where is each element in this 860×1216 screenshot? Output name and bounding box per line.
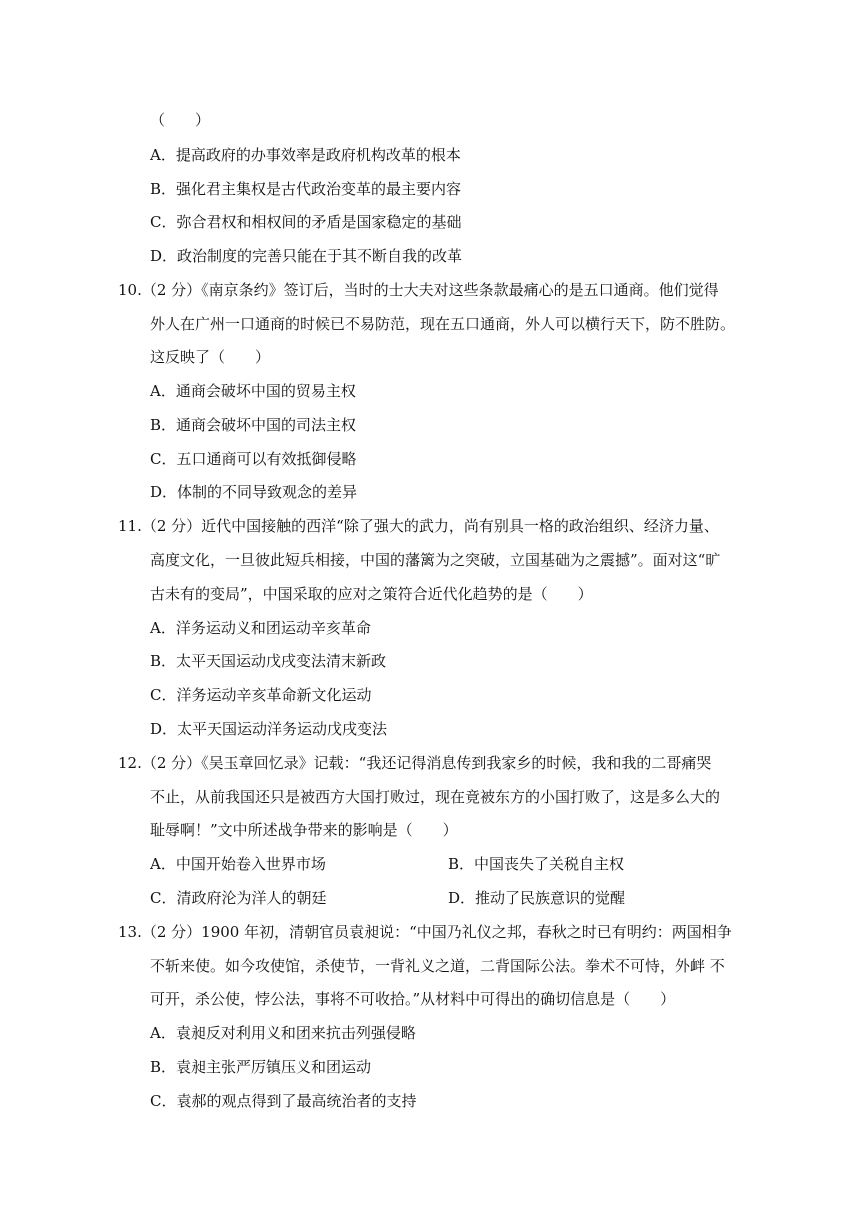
q11-stem-line-2: 高度文化，一旦彼此短兵相接，中国的藩篱为之突破，立国基础为之震撼”。面对这“旷 bbox=[150, 551, 721, 569]
q10-option-a[interactable]: A．通商会破坏中国的贸易主权 bbox=[150, 382, 356, 400]
q13-stem-line-1: 13.（2 分）1900 年初，清朝官员袁昶说：“中国乃礼仪之邦，春秋之时已有明约：两国相争 bbox=[118, 923, 732, 941]
q12-stem-line-3: 耻辱啊！”文中所述战争带来的影响是（ ） bbox=[150, 821, 458, 839]
q10-stem-line-3: 这反映了（ ） bbox=[150, 348, 271, 366]
q13-stem-line-2: 不斩来使。如今攻使馆，杀使节，一背礼义之道，二背国际公法。拳术不可恃，外衅 不 bbox=[150, 957, 725, 975]
q11-option-d[interactable]: D．太平天国运动洋务运动戊戌变法 bbox=[150, 720, 388, 738]
q12-option-d[interactable]: D．推动了民族意识的觉醒 bbox=[448, 889, 626, 907]
q9-option-c[interactable]: C．弥合君权和相权间的矛盾是国家稳定的基础 bbox=[150, 213, 462, 231]
q11-option-b[interactable]: B．太平天国运动戊戌变法清末新政 bbox=[150, 652, 387, 670]
q12-stem-line-1: 12.（2 分）《吴玉章回忆录》记载：“我还记得消息传到我家乡的时候，我和我的二哥痛哭 bbox=[118, 754, 712, 772]
q9-option-b[interactable]: B．强化君主集权是古代政治变革的最主要内容 bbox=[150, 180, 462, 198]
q12-option-b[interactable]: B．中国丧失了关税自主权 bbox=[448, 855, 625, 873]
q12-stem-line-2: 不止，从前我国还只是被西方大国打败过，现在竟被东方的小国打败了，这是多么大的 bbox=[150, 788, 721, 806]
q13-stem-line-3: 可开，杀公使，悖公法，事将不可收拾。”从材料中可得出的确切信息是（ ） bbox=[150, 990, 676, 1008]
q10-stem-line-2: 外人在广州一口通商的时候已不易防范，现在五口通商，外人可以横行天下，防不胜防。 bbox=[150, 315, 736, 333]
q11-option-c[interactable]: C．洋务运动辛亥革命新文化运动 bbox=[150, 686, 372, 704]
q9-option-d[interactable]: D．政治制度的完善只能在于其不断自我的改革 bbox=[150, 247, 463, 265]
q11-option-a[interactable]: A．洋务运动义和团运动辛亥革命 bbox=[150, 619, 371, 637]
q9-answer-blank: （ ） bbox=[150, 111, 211, 129]
q12-option-c[interactable]: C．清政府沦为洋人的朝廷 bbox=[150, 889, 327, 907]
q10-stem-line-1: 10.（2 分）《南京条约》签订后，当时的士大夫对这些条款最痛心的是五口通商。他们觉得 bbox=[118, 281, 719, 299]
q10-option-b[interactable]: B．通商会破坏中国的司法主权 bbox=[150, 416, 357, 434]
q13-option-a[interactable]: A．袁昶反对利用义和团来抗击列强侵略 bbox=[150, 1024, 416, 1042]
q9-option-a[interactable]: A．提高政府的办事效率是政府机构改革的根本 bbox=[150, 146, 461, 164]
q12-option-a[interactable]: A．中国开始卷入世界市场 bbox=[150, 855, 326, 873]
q11-stem-line-1: 11.（2 分）近代中国接触的西洋“除了强大的武力，尚有别具一格的政治组织、经济力量、 bbox=[118, 517, 719, 535]
q13-option-b[interactable]: B．袁昶主张严厉镇压义和团运动 bbox=[150, 1058, 372, 1076]
q11-stem-line-3: 古未有的变局”，中国采取的应对之策符合近代化趋势的是（ ） bbox=[150, 585, 593, 603]
q10-option-d[interactable]: D．体制的不同导致观念的差异 bbox=[150, 483, 358, 501]
q10-option-c[interactable]: C．五口通商可以有效抵御侵略 bbox=[150, 450, 357, 468]
q13-option-c[interactable]: C．袁郝的观点得到了最高统治者的支持 bbox=[150, 1092, 417, 1110]
